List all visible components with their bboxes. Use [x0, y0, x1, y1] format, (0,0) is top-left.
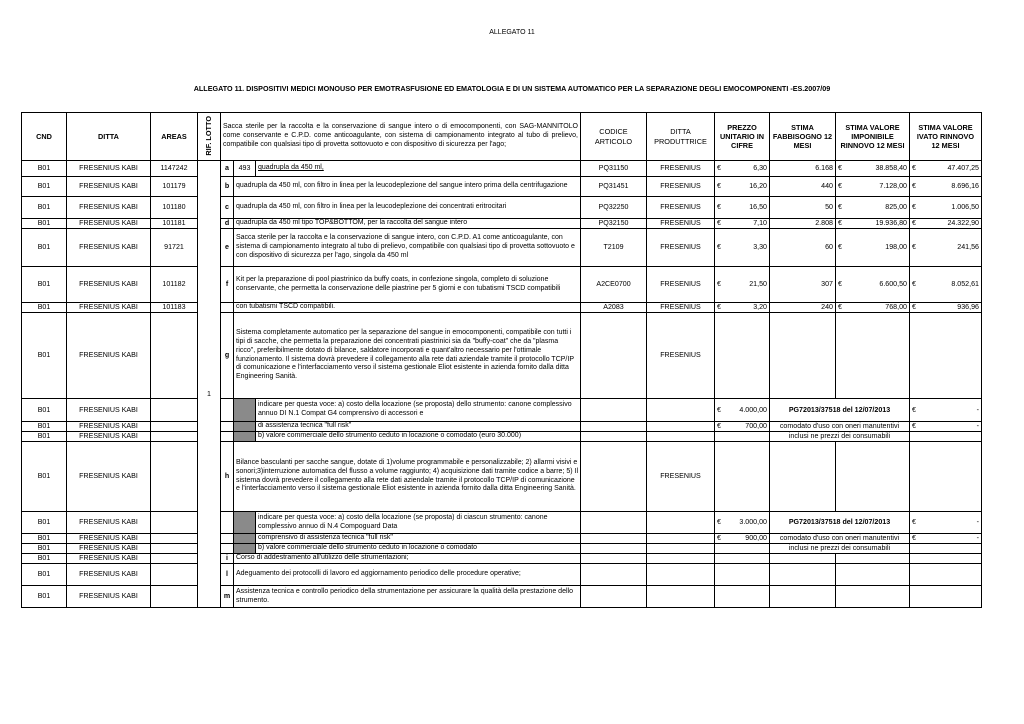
cell-lotto: [198, 313, 221, 399]
cell-description: di assistenza tecnica "full risk": [256, 422, 581, 432]
cell-letter: [221, 534, 234, 544]
cell-prezzo: € 6,30: [715, 161, 770, 177]
cell-lotto: [198, 554, 221, 564]
document-title: ALLEGATO 11. DISPOSITIVI MEDICI MONOUSO PER EMOTRASFUSIONE ED EMATOLOGIA E DI UN SISTEMA AUTOMATICO PER LA SEPARAZIONE DEGLI EMOCOMPONENTI -ES.2007/09: [193, 84, 831, 93]
table-row: [22, 422, 982, 432]
cell-codice: [581, 512, 647, 534]
cell-letter: m: [221, 586, 234, 608]
cell-produttrice: FRESENIUS: [647, 229, 715, 267]
cell-ivato: [910, 564, 982, 586]
cell-prezzo: [715, 442, 770, 512]
cell-ivato: € 241,56: [910, 229, 982, 267]
cell-lotto: [198, 197, 221, 219]
cell-cnd: B01: [22, 267, 67, 303]
cell-description: quadrupla da 450 ml, con filtro in linea per la leucodeplezione del sangue intero prima della centrifugazione: [234, 177, 581, 197]
cell-cnd: B01: [22, 161, 67, 177]
cell-imponibile: € 19.936,80: [836, 219, 910, 229]
cell-ivato: € 1.006,50: [910, 197, 982, 219]
cell-areas: [151, 564, 198, 586]
cell-cnd: B01: [22, 313, 67, 399]
cell-ditta: FRESENIUS KABI: [67, 399, 151, 422]
cell-description: Sacca sterile per la raccolta e la conservazione di sangue intero, con C.P.D. A1 come anticoagulante, con sistema di campionamento integrato al tubo di prelievo, compatibile con qualsiasi tipo di provetta sottovuoto e con dispositivo di sicurezza per l'ago, singola da 450 ml: [234, 229, 581, 267]
cell-ivato: € 47.407,25: [910, 161, 982, 177]
cell-prezzo: € 700,00: [715, 422, 770, 432]
cell-lotto: [198, 586, 221, 608]
table-row: [22, 564, 982, 586]
cell-cnd: B01: [22, 442, 67, 512]
cell-ditta: FRESENIUS KABI: [67, 267, 151, 303]
cell-areas: [151, 313, 198, 399]
cell-prezzo: € 4.000,00: [715, 399, 770, 422]
cell-note: comodato d'uso con oneri manutentivi: [770, 534, 910, 544]
cell-prezzo: [715, 564, 770, 586]
cell-lotto: [198, 544, 221, 554]
cell-num: [234, 534, 256, 544]
cell-lotto: [198, 442, 221, 512]
cell-prezzo: [715, 586, 770, 608]
cell-codice: PQ32150: [581, 219, 647, 229]
cell-prezzo: € 3,30: [715, 229, 770, 267]
cell-ditta: FRESENIUS KABI: [67, 564, 151, 586]
cell-cnd: B01: [22, 219, 67, 229]
cell-areas: [151, 442, 198, 512]
cell-codice: [581, 534, 647, 544]
cell-ditta: FRESENIUS KABI: [67, 544, 151, 554]
cell-letter: i: [221, 554, 234, 564]
cell-ivato: [910, 313, 982, 399]
cell-cnd: B01: [22, 512, 67, 534]
cell-ditta: FRESENIUS KABI: [67, 303, 151, 313]
table-row: [22, 399, 982, 422]
cell-letter: h: [221, 442, 234, 512]
cell-num: [234, 544, 256, 554]
cell-prezzo: € 7,10: [715, 219, 770, 229]
cell-produttrice: [647, 564, 715, 586]
cell-lotto: [198, 177, 221, 197]
cell-fabbisogno: 2.808: [770, 219, 836, 229]
cell-cnd: B01: [22, 586, 67, 608]
cell-num: [234, 432, 256, 442]
cell-lotto: [198, 422, 221, 432]
cell-num: [234, 512, 256, 534]
cell-produttrice: [647, 586, 715, 608]
cell-lotto: [198, 399, 221, 422]
cell-letter: c: [221, 197, 234, 219]
cell-ditta: FRESENIUS KABI: [67, 432, 151, 442]
cell-prezzo: € 3,20: [715, 303, 770, 313]
table-row: [22, 313, 982, 399]
cell-fabbisogno: 307: [770, 267, 836, 303]
lotto-number: 1: [207, 389, 211, 398]
cell-imponibile: € 6.600,50: [836, 267, 910, 303]
table-row: [22, 161, 982, 177]
cell-prezzo: [715, 313, 770, 399]
cell-imponibile: [836, 442, 910, 512]
cell-prezzo: [715, 544, 770, 554]
cell-areas: [151, 586, 198, 608]
cell-note: inclusi ne prezzi dei consumabili: [770, 544, 910, 554]
cell-description: Corso di addestramento all'utilizzo delle strumentazioni;: [234, 554, 581, 564]
cell-description: b) valore commerciale dello strumento ceduto in locazione o comodato: [256, 544, 581, 554]
col-header-rif-lotto: RIF. LOTTO: [198, 113, 221, 161]
cell-prezzo: [715, 554, 770, 564]
cell-ivato: € -: [910, 399, 982, 422]
cell-ivato: [910, 544, 982, 554]
cell-ditta: FRESENIUS KABI: [67, 534, 151, 544]
cell-description: Adeguamento dei protocolli di lavoro ed aggiornamento periodico delle procedure operative;: [234, 564, 581, 586]
table-row: [22, 303, 982, 313]
cell-cnd: B01: [22, 554, 67, 564]
cell-ivato: [910, 554, 982, 564]
cell-codice: A2083: [581, 303, 647, 313]
cell-cnd: B01: [22, 177, 67, 197]
cell-description: con tubatismi TSCD compatibili.: [234, 303, 581, 313]
cell-cnd: B01: [22, 534, 67, 544]
cell-cnd: B01: [22, 432, 67, 442]
cell-produttrice: FRESENIUS: [647, 303, 715, 313]
cell-letter: [221, 303, 234, 313]
cell-cnd: B01: [22, 564, 67, 586]
cell-ditta: FRESENIUS KABI: [67, 197, 151, 219]
cell-ivato: € 936,96: [910, 303, 982, 313]
cell-areas: [151, 432, 198, 442]
cell-ivato: € 24.322,90: [910, 219, 982, 229]
cell-areas: 101183: [151, 303, 198, 313]
cell-produttrice: [647, 554, 715, 564]
cell-prezzo: [715, 432, 770, 442]
cell-produttrice: FRESENIUS: [647, 442, 715, 512]
cell-letter: a: [221, 161, 234, 177]
cell-description: indicare per questa voce: a) costo della locazione (se proposta) dello strumento: canone complessivo annuo DI N.1 Compat G4 comprensivo di accessori e: [256, 399, 581, 422]
cell-prezzo: € 16,20: [715, 177, 770, 197]
col-header-prezzo: PREZZO UNITARIO IN CIFRE: [715, 113, 770, 161]
table-row: [22, 197, 982, 219]
col-header-description: [221, 113, 581, 161]
cell-produttrice: [647, 534, 715, 544]
cell-description: Assistenza tecnica e controllo periodico della strumentazione per assicurare la qualità della prestazione dello strumento.: [234, 586, 581, 608]
cell-description: b) valore commerciale dello strumento ceduto in locazione o comodato (euro 30.000): [256, 432, 581, 442]
col-header-codice: CODICE ARTICOLO: [581, 113, 647, 161]
cell-fabbisogno: 440: [770, 177, 836, 197]
cell-note: PG72013/37518 del 12/07/2013: [770, 399, 910, 422]
cell-codice: PQ32250: [581, 197, 647, 219]
cell-ditta: FRESENIUS KABI: [67, 161, 151, 177]
table-row: [22, 534, 982, 544]
cell-lotto: [198, 161, 221, 177]
cell-areas: [151, 399, 198, 422]
cell-imponibile: € 198,00: [836, 229, 910, 267]
cell-fabbisogno: [770, 586, 836, 608]
cell-description: indicare per questa voce: a) costo della locazione (se proposta) di ciascun strumento: canone complessivo annuo di N.4 Compoguard Data: [256, 512, 581, 534]
cell-letter: [221, 544, 234, 554]
cell-ivato: € -: [910, 534, 982, 544]
cell-ivato: € -: [910, 422, 982, 432]
cell-fabbisogno: 6.168: [770, 161, 836, 177]
cell-codice: [581, 544, 647, 554]
cell-produttrice: [647, 512, 715, 534]
col-header-imponibile: STIMA VALORE IMPONIBILE RINNOVO 12 MESI: [836, 113, 910, 161]
cell-num: [234, 399, 256, 422]
cell-fabbisogno: 240: [770, 303, 836, 313]
cell-produttrice: FRESENIUS: [647, 161, 715, 177]
cell-fabbisogno: [770, 554, 836, 564]
cell-cnd: B01: [22, 399, 67, 422]
cell-letter: l: [221, 564, 234, 586]
cell-lotto: [198, 267, 221, 303]
cell-fabbisogno: [770, 313, 836, 399]
cell-imponibile: [836, 564, 910, 586]
cell-codice: [581, 422, 647, 432]
cell-fabbisogno: 60: [770, 229, 836, 267]
cell-areas: [151, 422, 198, 432]
table-row: [22, 177, 982, 197]
cell-ditta: FRESENIUS KABI: [67, 512, 151, 534]
cell-imponibile: [836, 554, 910, 564]
cell-prezzo: € 16,50: [715, 197, 770, 219]
table-header-row: [22, 113, 982, 161]
cell-fabbisogno: [770, 442, 836, 512]
cell-letter: f: [221, 267, 234, 303]
cell-lotto: [198, 564, 221, 586]
cell-ditta: FRESENIUS KABI: [67, 442, 151, 512]
cell-produttrice: FRESENIUS: [647, 197, 715, 219]
cell-description: comprensivo di assistenza tecnica "full risk": [256, 534, 581, 544]
cell-letter: [221, 512, 234, 534]
table-row: [22, 586, 982, 608]
col-header-ditta: DITTA: [67, 113, 151, 161]
col-header-areas: AREAS: [151, 113, 198, 161]
cell-prezzo: € 21,50: [715, 267, 770, 303]
cell-fabbisogno: [770, 564, 836, 586]
cell-areas: 91721: [151, 229, 198, 267]
cell-areas: [151, 512, 198, 534]
cell-produttrice: FRESENIUS: [647, 313, 715, 399]
cell-codice: PQ31451: [581, 177, 647, 197]
cell-prezzo: € 3.000,00: [715, 512, 770, 534]
cell-cnd: B01: [22, 544, 67, 554]
cell-lotto: [198, 219, 221, 229]
cell-letter: g: [221, 313, 234, 399]
table-row: [22, 267, 982, 303]
cell-ivato: € 8.052,61: [910, 267, 982, 303]
cell-cnd: B01: [22, 197, 67, 219]
cell-lotto: [198, 432, 221, 442]
cell-areas: 101180: [151, 197, 198, 219]
cell-codice: [581, 432, 647, 442]
cell-areas: [151, 554, 198, 564]
col-header-cnd: CND: [22, 113, 67, 161]
cell-ditta: FRESENIUS KABI: [67, 219, 151, 229]
cell-codice: PQ31150: [581, 161, 647, 177]
cell-ivato: € 8.696,16: [910, 177, 982, 197]
lotto-table: [21, 112, 982, 608]
cell-note: inclusi ne prezzi dei consumabili: [770, 432, 910, 442]
cell-description: Bilance basculanti per sacche sangue, dotate di 1)volume programmabile e personalizzabile; 2) allarmi visivi e sonori;3)interruzione automatica del flusso a volume raggiunto; 4) acquisizione dati tramite codice a barre; 5) Il sistema dovrà prevedere il collegamento alla rete dati aziendale tramite il protocollo TCP/IP di comunicazione e l'interfacciamento verso il sistema gestionale Eliot esistente in azienda fornito dalla ditta Engineering Sanità.: [234, 442, 581, 512]
col-header-fabbisogno: STIMA FABBISOGNO 12 MESI: [770, 113, 836, 161]
table-row: [22, 229, 982, 267]
cell-imponibile: € 825,00: [836, 197, 910, 219]
cell-cnd: B01: [22, 303, 67, 313]
cell-ditta: FRESENIUS KABI: [67, 313, 151, 399]
cell-areas: 101182: [151, 267, 198, 303]
cell-ivato: € -: [910, 512, 982, 534]
cell-areas: [151, 534, 198, 544]
cell-imponibile: [836, 313, 910, 399]
cell-produttrice: FRESENIUS: [647, 219, 715, 229]
table-row: [22, 442, 982, 512]
cell-ivato: [910, 442, 982, 512]
cell-ditta: FRESENIUS KABI: [67, 586, 151, 608]
table-row: [22, 432, 982, 442]
col-header-produttrice: DITTA PRODUTTRICE: [647, 113, 715, 161]
cell-note: PG72013/37518 del 12/07/2013: [770, 512, 910, 534]
cell-description: Kit per la preparazione di pool piastrinico da buffy coats, in confezione singola, completo di soluzione conservante, che permetta la conservazione delle piastrine per 5 giorni e con tubatismi TSCD compatibili: [234, 267, 581, 303]
cell-description: quadrupla da 450 ml,: [256, 161, 581, 177]
cell-letter: b: [221, 177, 234, 197]
cell-codice: [581, 586, 647, 608]
page-header-label: ALLEGATO 11: [489, 29, 535, 36]
cell-letter: e: [221, 229, 234, 267]
cell-produttrice: FRESENIUS: [647, 267, 715, 303]
table-row: [22, 219, 982, 229]
cell-lotto: [198, 534, 221, 544]
cell-areas: 101179: [151, 177, 198, 197]
col-header-ivato: STIMA VALORE IVATO RINNOVO 12 MESI: [910, 113, 982, 161]
cell-num: [234, 422, 256, 432]
table-row: [22, 554, 982, 564]
cell-imponibile: € 38.858,40: [836, 161, 910, 177]
cell-ivato: [910, 586, 982, 608]
cell-codice: [581, 442, 647, 512]
cell-lotto: [198, 229, 221, 267]
cell-produttrice: [647, 422, 715, 432]
cell-description: Sistema completamente automatico per la separazione del sangue in emocomponenti, compatibile con tutti i tipi di sacche, che permetta la preparazione dei concentrati piastrinici sia da "buffy-coat" che da "plasma ricco", preferibilmente dotato di bilance, saldatore incorporati e quant'altro necessario per l'ottimale funzionamento. Il sistema dovrà prevedere il collegamento alla rete dati aziendale tramite il protocollo TCP/IP di comunicazione e l'interfacciamento verso il sistema gestionale Eliot esistente in azienda fornito dalla ditta Engineering Sanità.: [234, 313, 581, 399]
cell-cnd: B01: [22, 229, 67, 267]
cell-codice: T2109: [581, 229, 647, 267]
cell-prezzo: € 900,00: [715, 534, 770, 544]
table-row: [22, 512, 982, 534]
cell-letter: [221, 399, 234, 422]
cell-ditta: FRESENIUS KABI: [67, 229, 151, 267]
desc-intro-text: Sacca sterile per la raccolta e la conservazione di sangue intero o di emocomponenti, con SAG-MANNITOLO come conservante e C.P.D. come anticoagulante, con sistema di campionamento integrato al tubo di prelievo, compatibile con qualsiasi tipo di provetta sottovuoto e con dispositivo di sicurezza per l'ago;: [223, 123, 578, 148]
cell-areas: 101181: [151, 219, 198, 229]
cell-num: 493: [234, 161, 256, 177]
cell-lotto: [198, 303, 221, 313]
cell-codice: A2CE0700: [581, 267, 647, 303]
cell-areas: [151, 544, 198, 554]
cell-codice: [581, 564, 647, 586]
cell-codice: [581, 313, 647, 399]
cell-imponibile: [836, 586, 910, 608]
cell-note: comodato d'uso con oneri manutentivi: [770, 422, 910, 432]
cell-letter: d: [221, 219, 234, 229]
table-row: [22, 544, 982, 554]
cell-produttrice: [647, 432, 715, 442]
cell-imponibile: € 768,00: [836, 303, 910, 313]
cell-produttrice: [647, 399, 715, 422]
cell-produttrice: FRESENIUS: [647, 177, 715, 197]
cell-imponibile: € 7.128,00: [836, 177, 910, 197]
cell-ditta: FRESENIUS KABI: [67, 177, 151, 197]
cell-letter: [221, 432, 234, 442]
cell-codice: [581, 399, 647, 422]
cell-description: quadrupla da 450 ml, con filtro in linea per la leucodeplezione dei concentrati eritrocitari: [234, 197, 581, 219]
cell-ditta: FRESENIUS KABI: [67, 554, 151, 564]
cell-ditta: FRESENIUS KABI: [67, 422, 151, 432]
cell-description: quadrupla da 450 ml tipo TOP&BOTTOM, per la raccolta del sangue intero: [234, 219, 581, 229]
cell-lotto: [198, 512, 221, 534]
cell-ivato: [910, 432, 982, 442]
cell-areas: 1147242: [151, 161, 198, 177]
cell-fabbisogno: 50: [770, 197, 836, 219]
cell-cnd: B01: [22, 422, 67, 432]
cell-codice: [581, 554, 647, 564]
cell-letter: [221, 422, 234, 432]
cell-produttrice: [647, 544, 715, 554]
